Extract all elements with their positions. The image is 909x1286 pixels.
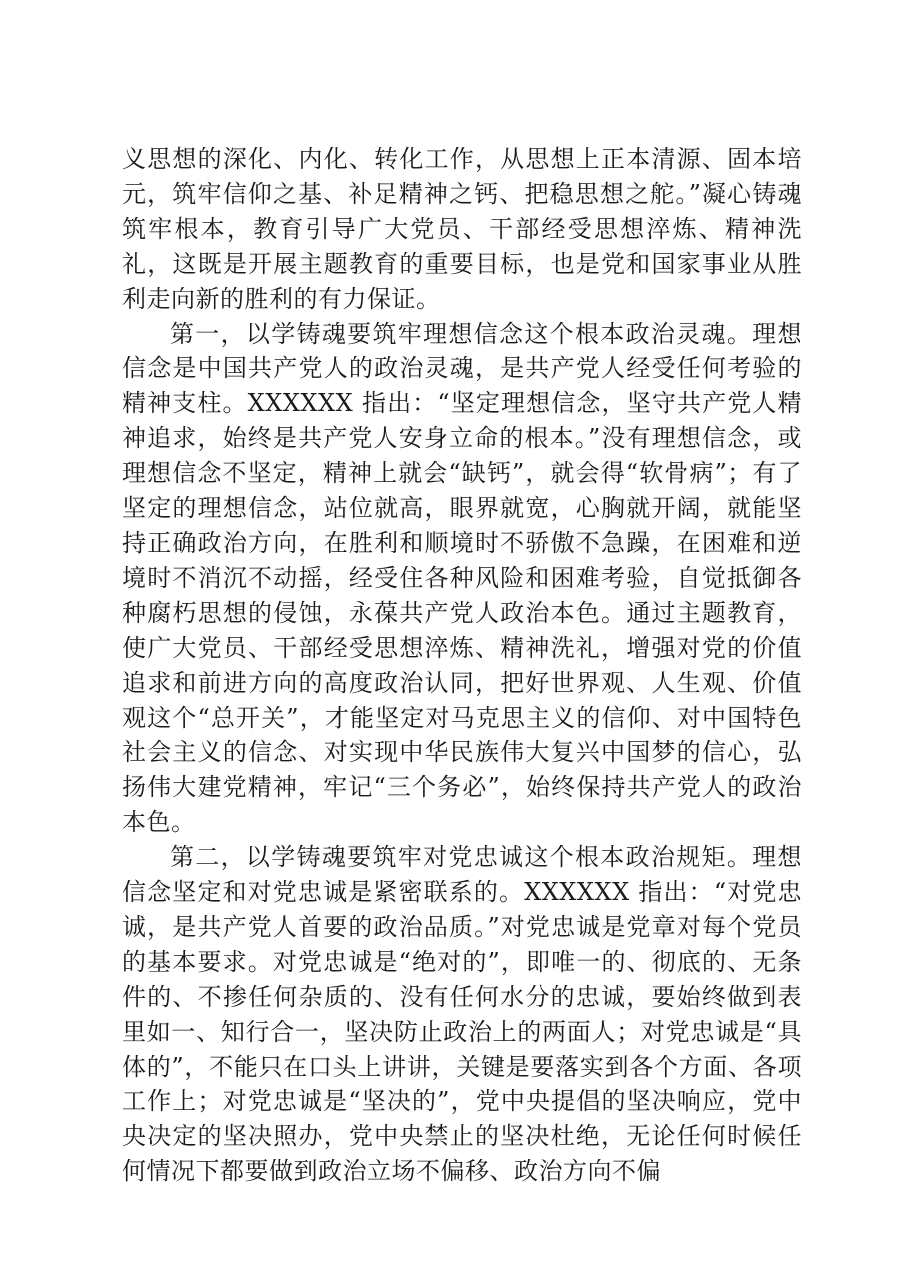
- paragraph-second-point: 第二，以学铸魂要筑牢对党忠诚这个根本政治规矩。理想信念坚定和对党忠诚是紧密联系的。XXXXXX 指出：“对党忠诚，是共产党人首要的政治品质。”对党忠诚是党章对每个党员的基本要求。对党忠诚是“绝对的”，即唯一的、彻底的、无条件的、不掺任何杂质的、没有任何水分的忠诚，要始终做到表里如一、知行合一，坚决防止政治上的两面人；对党忠诚是“具体的”，不能只在口头上讲讲，关键是要落实到各个方面、各项工作上；对党忠诚是“坚决的”，党中央提倡的坚决响应，党中央决定的坚决照办，党中央禁止的坚决杜绝，无论任何时候任何情况下都要做到政治立场不偏移、政治方向不偏: [122, 843, 802, 1186]
- document-body: [122, 142, 802, 1189]
- paragraph-first-point: 第一，以学铸魂要筑牢理想信念这个根本政治灵魂。理想信念是中国共产党人的政治灵魂，是共产党人经受任何考验的精神支柱。XXXXXX 指出：“坚定理想信念，坚守共产党人精神追求，始终是共产党人安身立命的根本。”没有理想信念，或理想信念不坚定，精神上就会“缺钙”，就会得“软骨病”；有了坚定的理想信念，站位就高，眼界就宽，心胸就开阔，就能坚持正确政治方向，在胜利和顺境时不骄傲不急躁，在困难和逆境时不消沉不动摇，经受住各种风险和困难考验，自觉抵御各种腐朽思想的侵蚀，永葆共产党人政治本色。通过主题教育，使广大党员、干部经受思想淬炼、精神洗礼，增强对党的价值追求和前进方向的高度政治认同，把好世界观、人生观、价值观这个“总开关”，才能坚定对马克思主义的信仰、对中国特色社会主义的信念、对实现中华民族伟大复兴中国梦的信心，弘扬伟大建党精神，牢记“三个务必”，始终保持共产党人的政治本色。: [122, 319, 802, 837]
- paragraph-continuation: 义思想的深化、内化、转化工作，从思想上正本清源、固本培元，筑牢信仰之基、补足精神之钙、把稳思想之舵。”凝心铸魂筑牢根本，教育引导广大党员、干部经受思想淬炼、精神洗礼，这既是开展主题教育的重要目标，也是党和国家事业从胜利走向新的胜利的有力保证。: [122, 145, 802, 313]
